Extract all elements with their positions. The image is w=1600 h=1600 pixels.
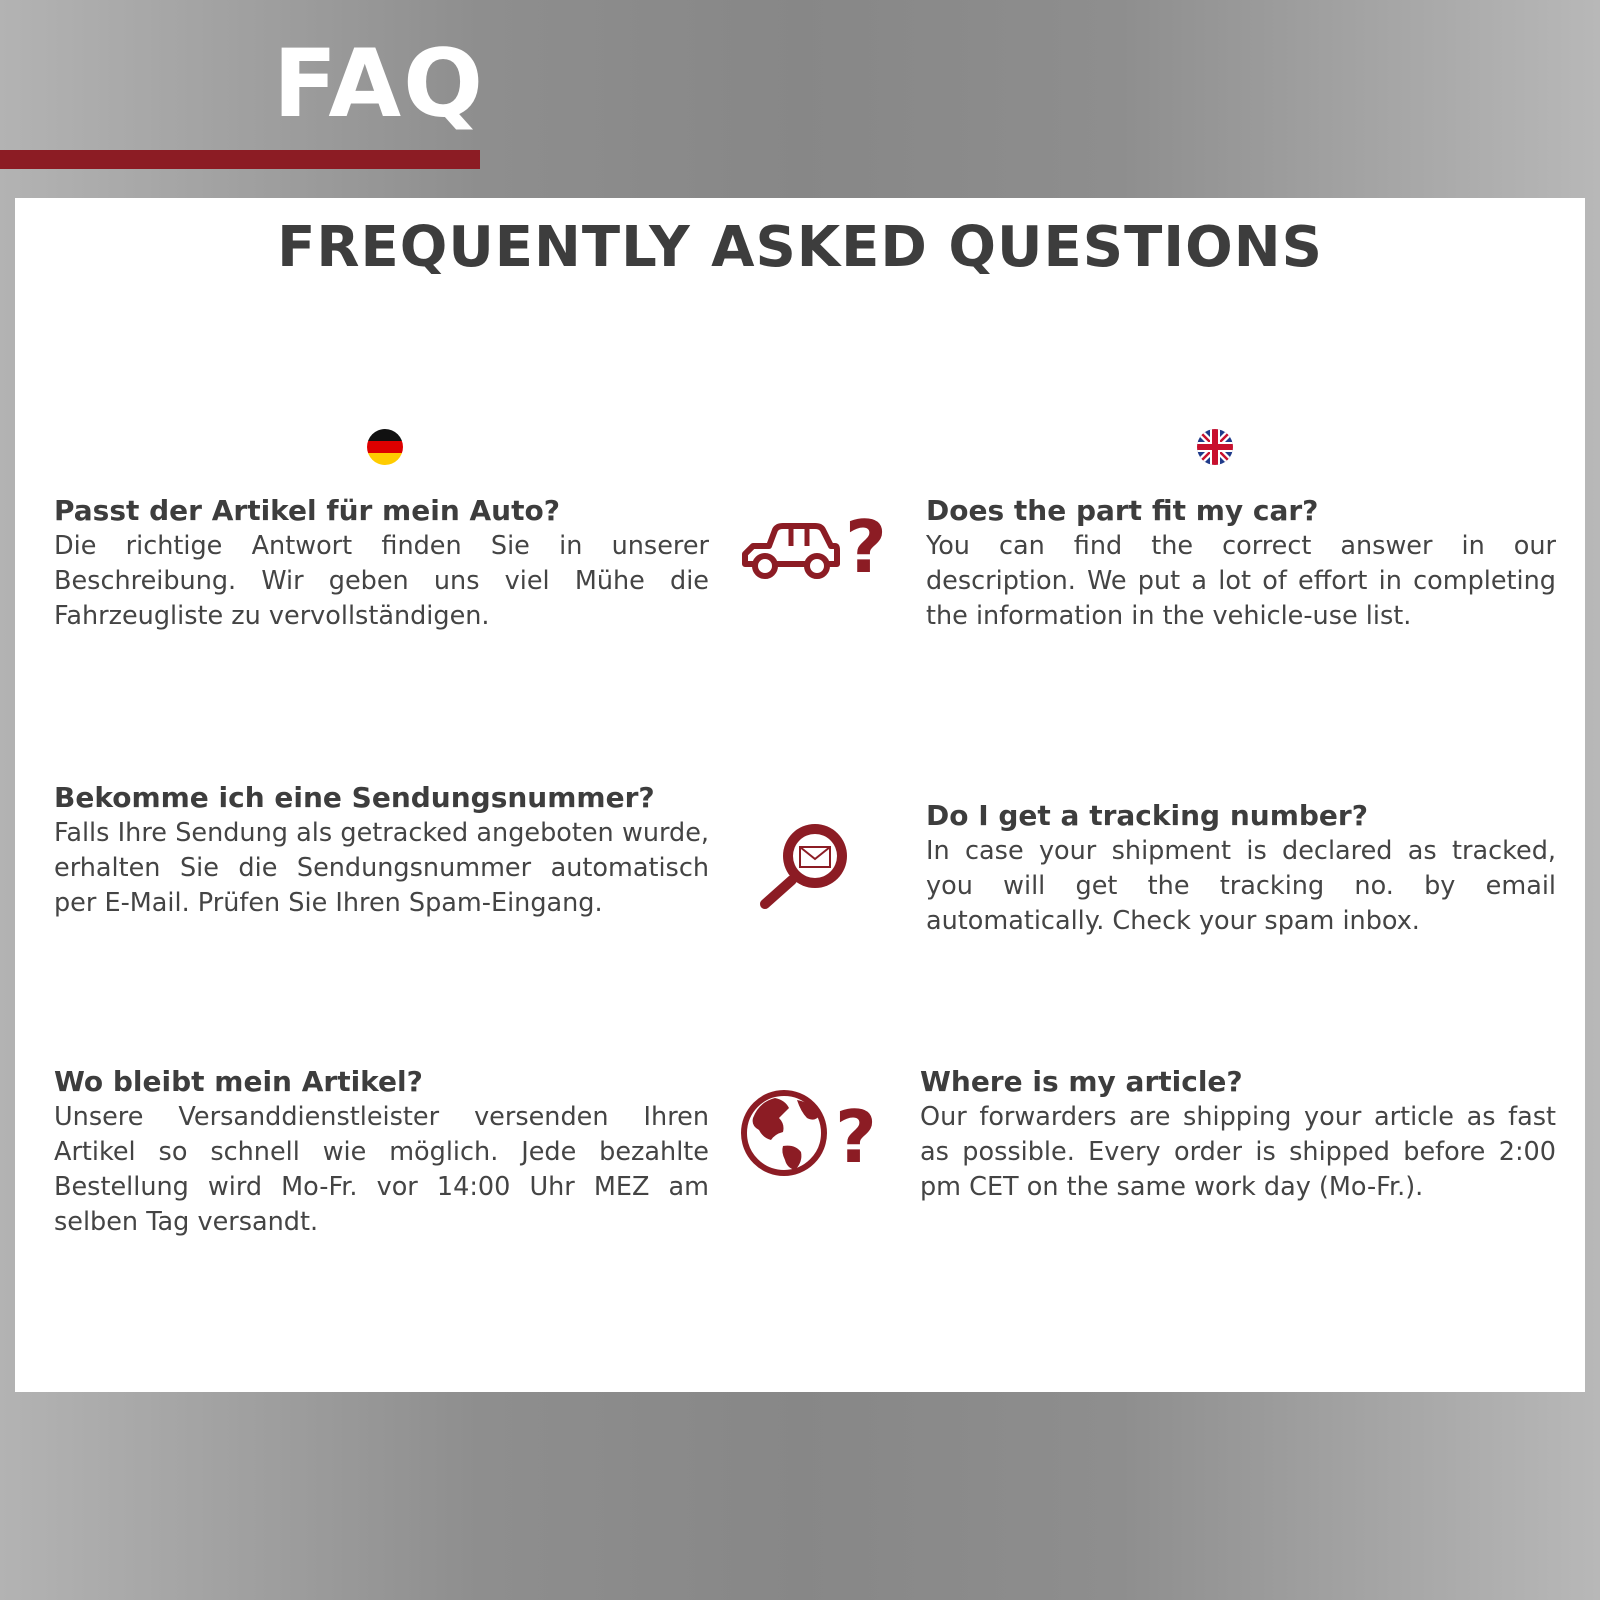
answer-de-2: Falls Ihre Sendung als getracked angeboten wurde, erhalten Sie die Sendungsnummer automatisch per E-Mail. Prüfen Sie Ihren Spam-Eingang. xyxy=(54,818,709,918)
german-flag-icon xyxy=(366,428,404,466)
faq-item-de-2 xyxy=(54,780,709,921)
question-de-1: Passt der Artikel für mein Auto? xyxy=(54,494,560,527)
question-en-3: Where is my article? xyxy=(920,1065,1243,1098)
question-de-2: Bekomme ich eine Sendungsnummer? xyxy=(54,781,655,814)
answer-de-1: Die richtige Antwort finden Sie in unserer Beschreibung. Wir geben uns viel Mühe die Fahrzeugliste zu vervollständigen. xyxy=(54,531,709,631)
answer-en-2: In case your shipment is declared as tracked, you will get the tracking no. by email automatically. Check your spam inbox. xyxy=(926,836,1556,936)
globe-question-icon xyxy=(739,1088,889,1183)
faq-panel xyxy=(15,198,1585,1392)
car-question-icon xyxy=(739,516,889,586)
page-title: FREQUENTLY ASKED QUESTIONS xyxy=(277,215,1323,280)
magnifier-mail-icon xyxy=(755,820,855,910)
question-en-2: Do I get a tracking number? xyxy=(926,799,1368,832)
faq-item-en-2 xyxy=(926,798,1556,939)
answer-en-3: Our forwarders are shipping your article as fast as possible. Every order is shipped before 2:00 pm CET on the same work day (Mo-Fr.). xyxy=(920,1102,1556,1202)
faq-heading: FAQ xyxy=(273,30,486,139)
question-de-3: Wo bleibt mein Artikel? xyxy=(54,1065,423,1098)
faq-item-de-3 xyxy=(54,1064,709,1240)
answer-en-1: You can find the correct answer in our description. We put a lot of effort in completing the information in the vehicle-use list. xyxy=(926,531,1556,631)
faq-item-en-1 xyxy=(926,493,1556,634)
faq-item-en-3 xyxy=(920,1064,1556,1205)
svg-text:?: ? xyxy=(835,1095,877,1179)
question-en-1: Does the part fit my car? xyxy=(926,494,1319,527)
answer-de-3: Unsere Versanddienstleister versenden Ihren Artikel so schnell wie möglich. Jede bezahlte Bestellung wird Mo-Fr. vor 14:00 Uhr MEZ am selben Tag versandt. xyxy=(54,1102,709,1237)
faq-item-de-1 xyxy=(54,493,709,634)
uk-flag-icon xyxy=(1196,428,1234,466)
svg-text:?: ? xyxy=(845,516,887,586)
accent-bar xyxy=(0,150,480,169)
